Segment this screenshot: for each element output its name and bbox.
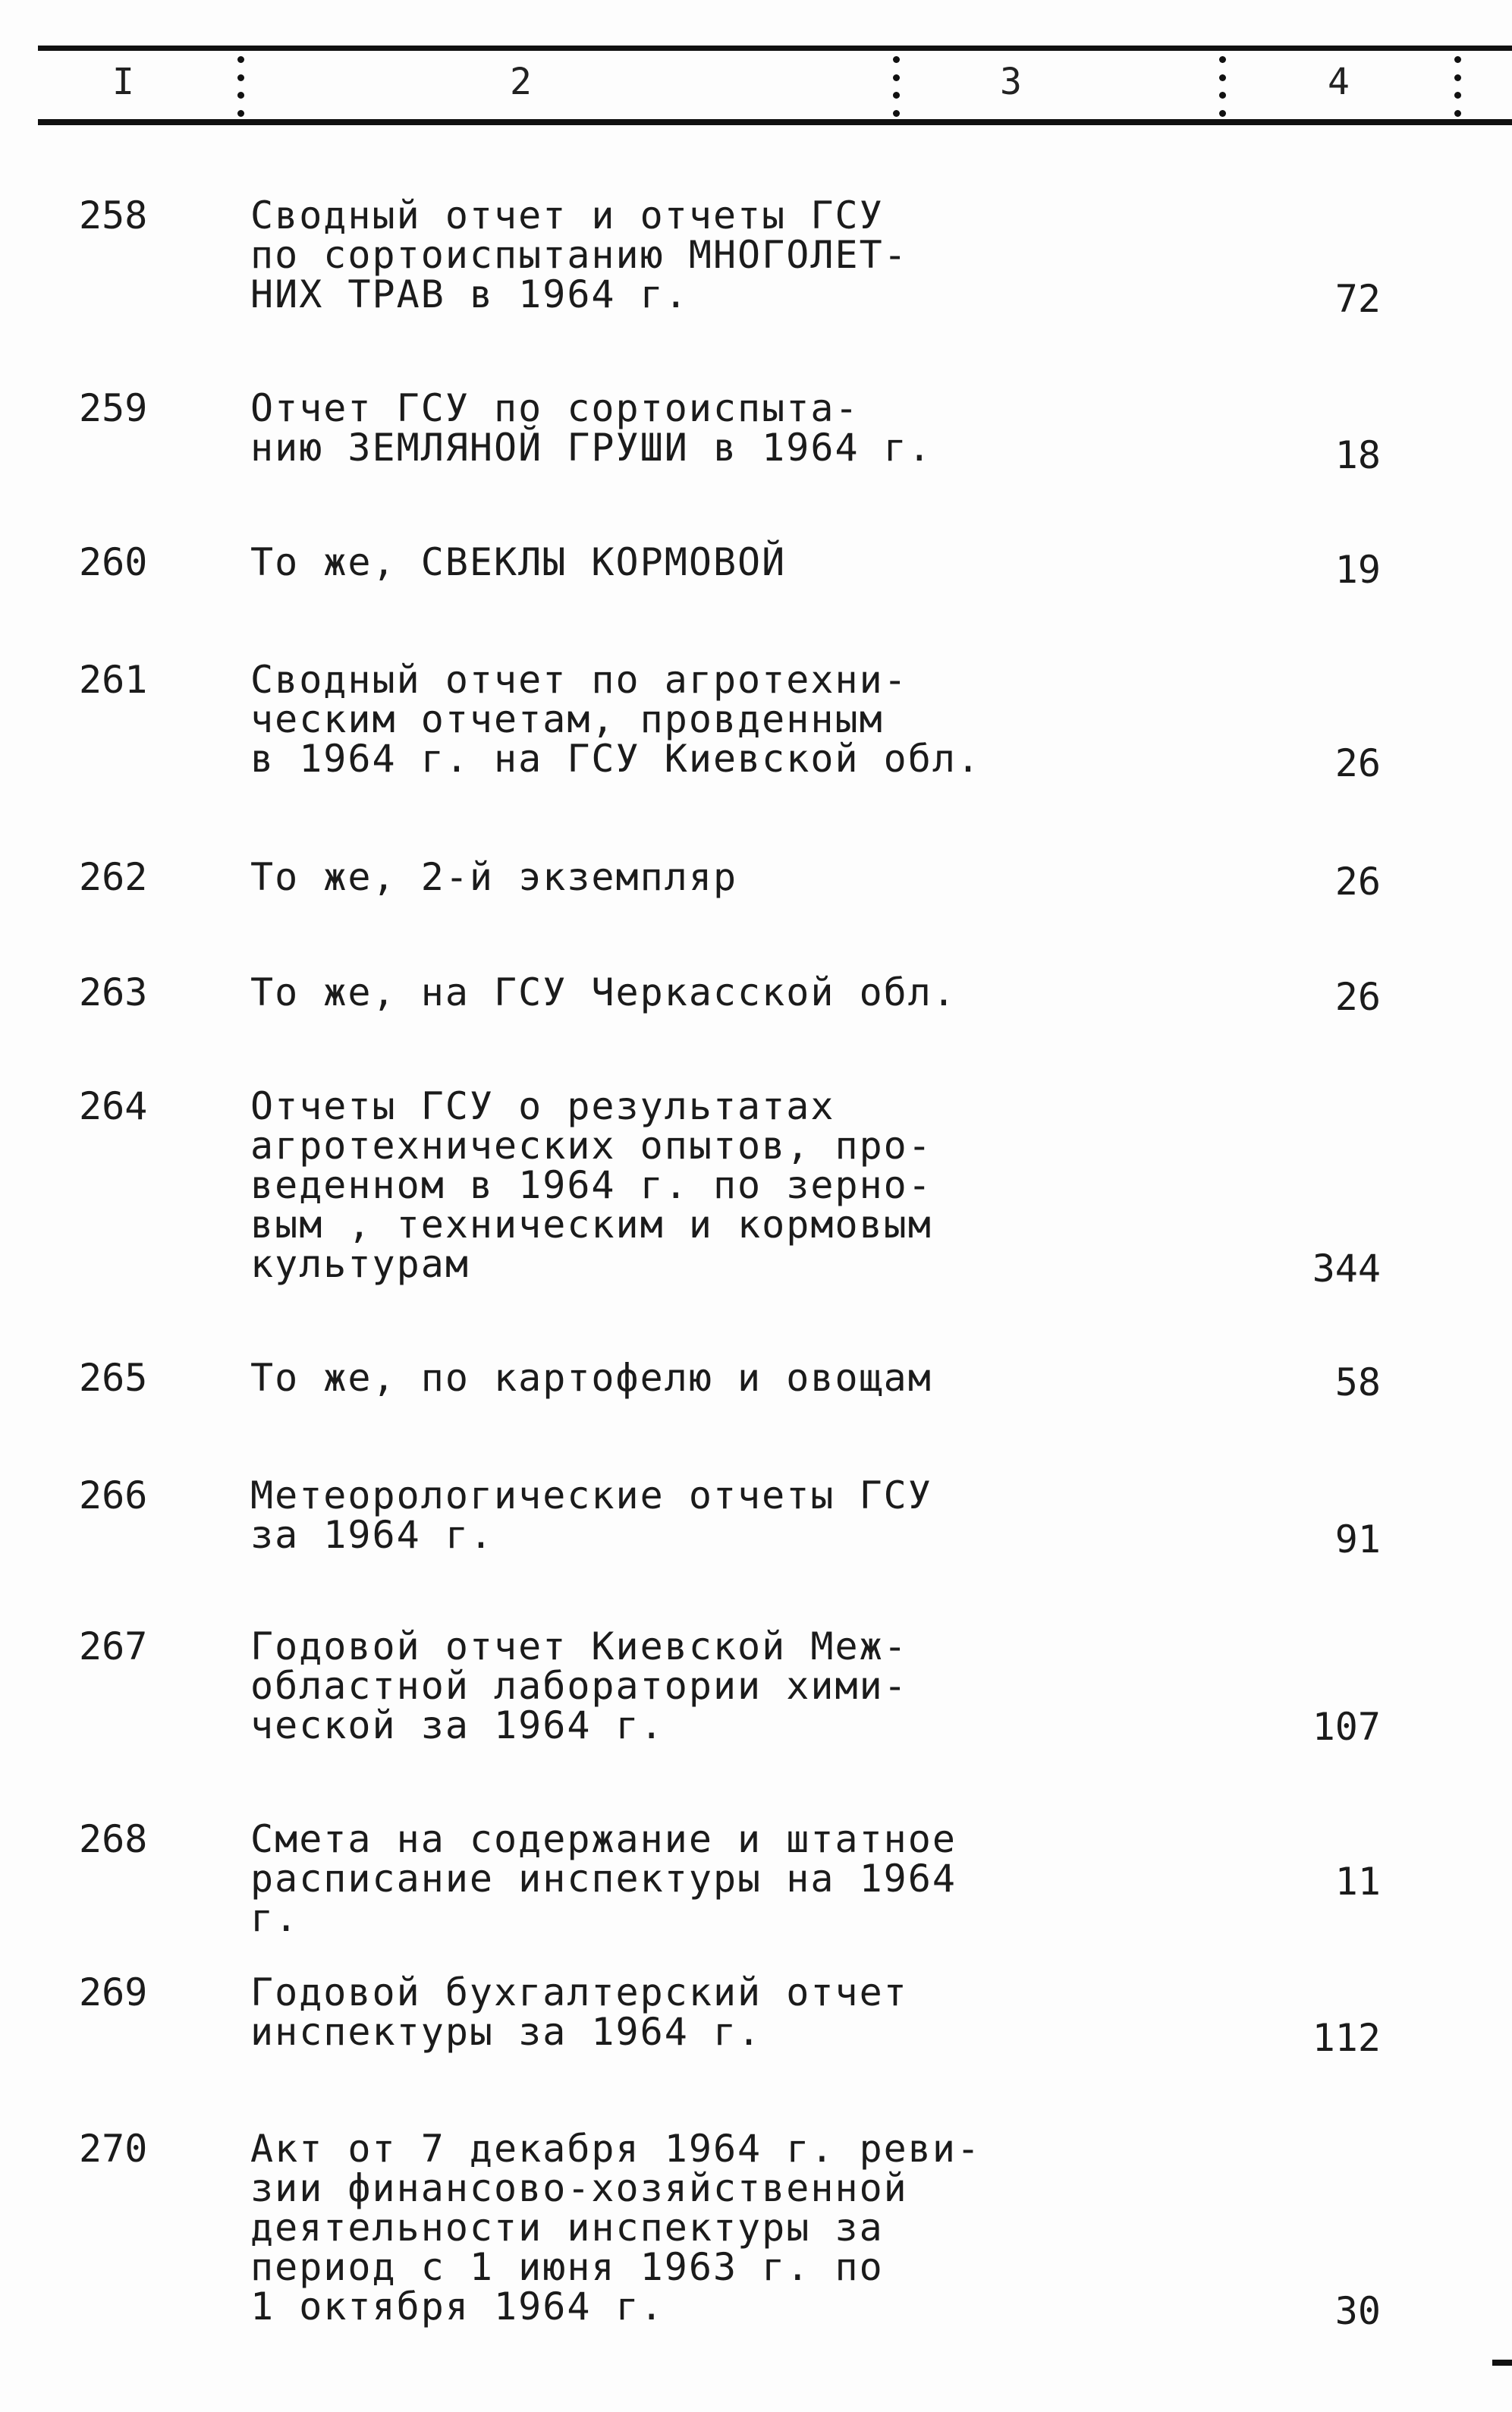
column-header-3: 3 bbox=[1000, 61, 1022, 103]
entry-number: 260 bbox=[79, 540, 148, 584]
entry-sheet-count: 30 bbox=[1334, 2289, 1381, 2333]
entry-sheet-count: 91 bbox=[1334, 1517, 1381, 1561]
entry-sheet-count: 19 bbox=[1334, 548, 1381, 592]
entry-number: 258 bbox=[79, 193, 148, 237]
column-separator bbox=[237, 56, 244, 117]
column-header-2: 2 bbox=[510, 61, 532, 103]
entry-description: То же, на ГСУ Черкасской обл. bbox=[250, 970, 957, 1014]
entry-description: То же, по картофелю и овощам bbox=[250, 1356, 932, 1400]
entry-sheet-count: 26 bbox=[1334, 860, 1381, 904]
entry-sheet-count: 26 bbox=[1334, 741, 1381, 785]
entry-sheet-count: 18 bbox=[1334, 433, 1381, 477]
entry-sheet-count: 26 bbox=[1334, 975, 1381, 1019]
column-separator bbox=[1454, 56, 1461, 117]
page-edge-mark bbox=[1492, 2360, 1512, 2366]
entry-number: 265 bbox=[79, 1356, 148, 1400]
entry-number: 268 bbox=[79, 1817, 148, 1861]
header-bottom-rule bbox=[38, 119, 1512, 125]
entry-description: Годовой бухгалтерский отчет инспектуры за 1964 г. bbox=[250, 1970, 908, 2054]
entry-description: То же, 2-й экземпляр bbox=[250, 855, 738, 899]
entry-number: 267 bbox=[79, 1624, 148, 1668]
entry-description: Годовой отчет Киевской Меж- областной лаборатории хими- ческой за 1964 г. bbox=[250, 1624, 908, 1747]
entry-description: Смета на содержание и штатное расписание инспектуры на 1964 г. bbox=[250, 1817, 957, 1940]
entry-sheet-count: 107 bbox=[1312, 1705, 1381, 1749]
entry-number: 262 bbox=[79, 855, 148, 899]
entry-description: Отчет ГСУ по сортоиспыта- нию ЗЕМЛЯНОЙ ГРУШИ в 1964 г. bbox=[250, 386, 932, 470]
entry-description: Акт от 7 декабря 1964 г. реви- зии финансово-хозяйственной деятельности инспектуры за период с 1 июня 1963 г. по 1 октября 1964 г. bbox=[250, 2127, 982, 2329]
entry-sheet-count: 11 bbox=[1334, 1860, 1381, 1904]
entry-description: Сводный отчет и отчеты ГСУ по сортоиспытанию МНОГОЛЕТ- НИХ ТРАВ в 1964 г. bbox=[250, 193, 908, 316]
entry-sheet-count: 112 bbox=[1312, 2016, 1381, 2060]
entry-number: 259 bbox=[79, 386, 148, 430]
entry-description: То же, СВЕКЛЫ КОРМОВОЙ bbox=[250, 540, 787, 584]
column-separator bbox=[892, 56, 900, 117]
entry-sheet-count: 58 bbox=[1334, 1360, 1381, 1404]
entry-number: 261 bbox=[79, 658, 148, 702]
column-header-4: 4 bbox=[1328, 61, 1350, 103]
column-separator bbox=[1218, 56, 1226, 117]
entry-description: Метеорологические отчеты ГСУ за 1964 г. bbox=[250, 1473, 932, 1557]
entry-number: 266 bbox=[79, 1473, 148, 1517]
entry-sheet-count: 344 bbox=[1312, 1247, 1381, 1291]
entry-description: Отчеты ГСУ о результатах агротехнических опытов, про- веденном в 1964 г. по зерно- вым , техническим и кормовым культурам bbox=[250, 1084, 932, 1286]
entry-sheet-count: 72 bbox=[1334, 277, 1381, 321]
entry-number: 264 bbox=[79, 1084, 148, 1128]
entry-description: Сводный отчет по агротехни- ческим отчетам, провденным в 1964 г. на ГСУ Киевской обл. bbox=[250, 658, 982, 781]
entry-number: 270 bbox=[79, 2127, 148, 2171]
header-top-rule bbox=[38, 46, 1512, 51]
column-header-1: I bbox=[112, 61, 134, 103]
entry-number: 269 bbox=[79, 1970, 148, 2014]
entry-number: 263 bbox=[79, 970, 148, 1014]
